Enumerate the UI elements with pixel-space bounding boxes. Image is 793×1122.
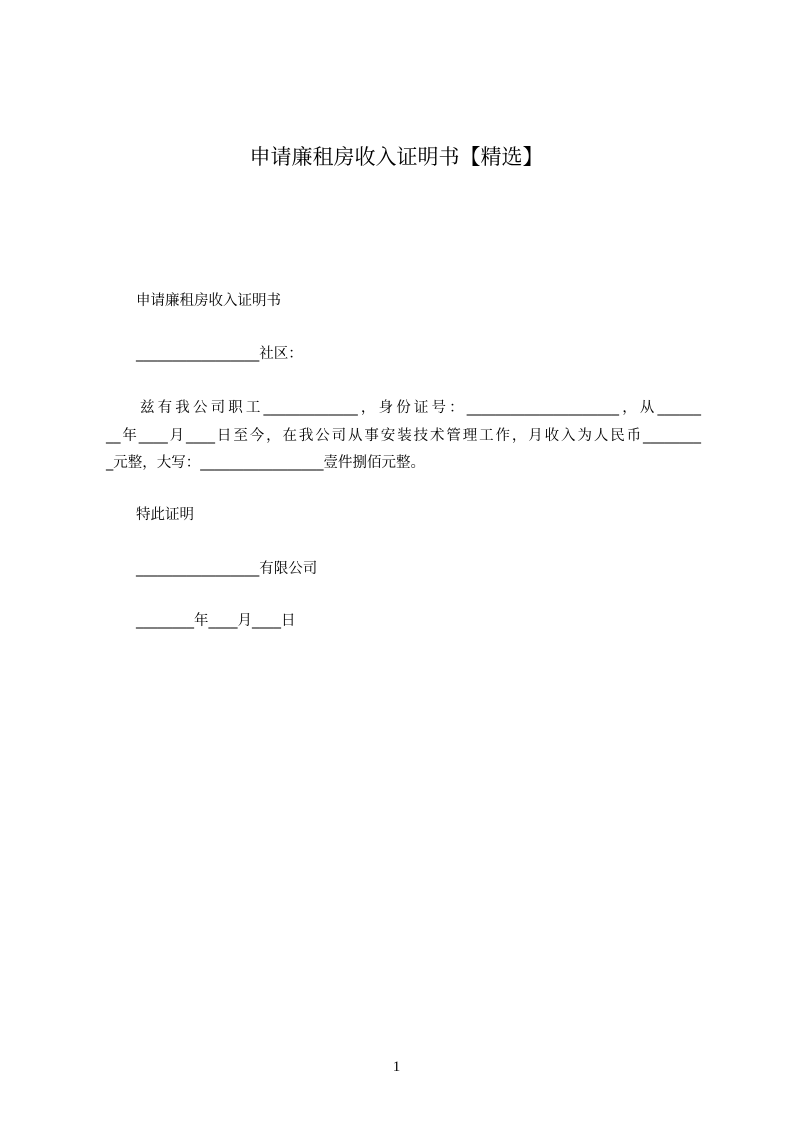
closing-line: 特此证明 xyxy=(136,507,194,523)
body-line-1: 兹有我公司职工_____________，身份证号：_____________________，从______ xyxy=(140,400,701,416)
addressee-line: _________________社区： xyxy=(136,346,303,362)
document-heading: 申请廉租房收入证明书 xyxy=(136,293,281,309)
page-number: 1 xyxy=(392,1059,401,1075)
date-line: ________年____月____日 xyxy=(136,613,296,629)
document-title: 申请廉租房收入证明书【精选】 xyxy=(249,145,544,169)
body-line-2: __年____月____日至今，在我公司从事安装技术管理工作，月收入为人民币________ xyxy=(106,428,701,444)
company-line: _________________有限公司 xyxy=(136,561,318,577)
body-line-3: _元整，大写：_________________壹件捌佰元整。 xyxy=(106,455,425,471)
